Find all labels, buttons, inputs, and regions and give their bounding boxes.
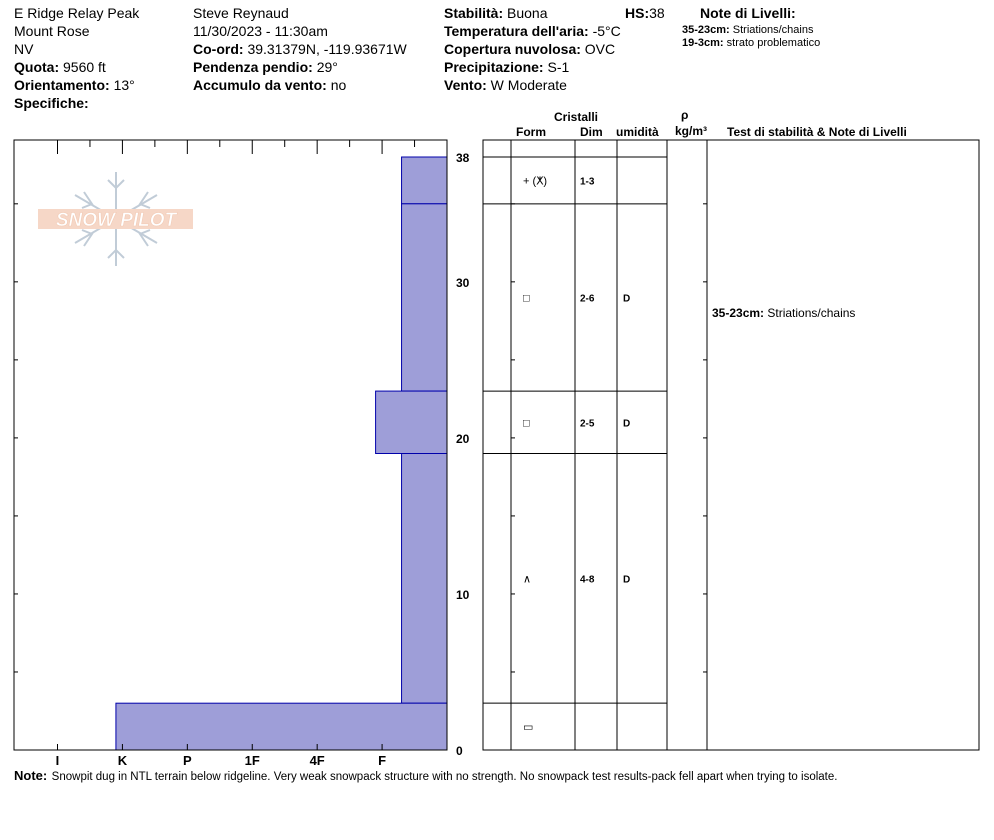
hs-value: 38 — [649, 5, 665, 21]
snowpilot-logo — [38, 172, 193, 266]
hs-label: HS: — [625, 5, 650, 21]
footer-label: Note: — [14, 768, 48, 783]
coords-value: 39.31379N, -119.93671W — [247, 41, 407, 57]
grain-size: 4-8 — [580, 574, 595, 586]
moisture-value: D — [623, 418, 631, 430]
grain-form-symbol: □ — [523, 417, 530, 430]
slope-label: Pendenza pendio: — [193, 59, 313, 75]
hardness-bar — [402, 454, 447, 704]
hardness-bar — [116, 703, 447, 750]
hardness-bar — [402, 204, 447, 391]
grain-form-symbol: ∧ — [523, 573, 532, 586]
stability-value: Buona — [507, 5, 548, 21]
layer-table-frame — [483, 140, 979, 750]
height-tick-label: 30 — [456, 275, 470, 290]
grain-form-symbol: □ — [523, 292, 530, 305]
layer-table — [483, 140, 979, 750]
height-tick-label: 38 — [456, 151, 470, 165]
layer-annotation — [712, 306, 855, 320]
wind-loading-label: Accumulo da vento: — [193, 77, 327, 93]
aspect-label: Orientamento: — [14, 77, 110, 93]
hardness-tick-label: I — [55, 753, 60, 768]
coords-label: Co-ord: — [193, 41, 244, 57]
sky-label: Copertura nuvolosa: — [444, 41, 581, 57]
crystals-header: Cristalli — [554, 110, 599, 124]
datetime: 11/30/2023 - 11:30am — [193, 23, 328, 39]
aspect-value: 13° — [113, 77, 135, 93]
form-header: Form — [516, 125, 546, 139]
wind-loading-value: no — [330, 77, 347, 93]
logo-text: SNOW PILOT — [55, 210, 177, 231]
rho-header: ρ — [681, 108, 689, 122]
moisture-value: D — [623, 574, 631, 586]
slope-value: 29° — [316, 59, 338, 75]
annotation-range: 35-23cm: — [712, 306, 768, 321]
hardness-bars — [116, 157, 447, 750]
mountain-range: Mount Rose — [14, 23, 90, 39]
height-tick-label: 0 — [456, 744, 463, 758]
hardness-tick-label: P — [182, 753, 192, 768]
hardness-bar — [376, 391, 447, 453]
elevation-value: 9560 ft — [63, 59, 106, 75]
height-tick-label: 10 — [456, 587, 470, 602]
air-temp-value: -5°C — [592, 23, 621, 39]
footer-note — [14, 767, 837, 785]
precip-value: S-1 — [547, 59, 570, 75]
layer-note-range: 35-23cm: — [682, 24, 730, 36]
height-tick-label: 20 — [456, 431, 470, 446]
state: NV — [14, 41, 34, 57]
moisture-header: umidità — [616, 125, 659, 139]
hardness-tick-label: F — [378, 753, 387, 768]
grain-form-symbol: ▭ — [523, 721, 534, 734]
precip-label: Precipitazione: — [444, 59, 544, 75]
layer-notes-title: Note di Livelli: — [700, 5, 796, 21]
density-unit-header: kg/m³ — [675, 124, 708, 138]
annotation-text: Striations/chains — [767, 306, 856, 321]
location-name: E Ridge Relay Peak — [14, 5, 140, 21]
layer-note-text: strato problematico — [726, 37, 821, 49]
wind-value: W Moderate — [490, 77, 567, 93]
layer-note-range: 19-3cm: — [682, 37, 724, 49]
grain-size: 1-3 — [580, 176, 595, 188]
grain-size: 2-6 — [580, 293, 595, 305]
elevation-label: Quota: — [14, 59, 60, 75]
moisture-value: D — [623, 293, 631, 305]
observer: Steve Reynaud — [193, 5, 289, 21]
layer-note-text: Striations/chains — [732, 24, 814, 36]
sky-value: OVC — [584, 41, 616, 57]
hardness-tick-label: 1F — [244, 753, 260, 768]
hardness-tick-label: K — [117, 753, 128, 768]
specifics-label: Specifiche: — [14, 95, 89, 111]
dim-header: Dim — [580, 125, 603, 139]
hardness-bar — [402, 157, 447, 204]
stability-label: Stabilità: — [444, 5, 504, 21]
grain-form-symbol: + (ⵅ) — [523, 175, 548, 188]
hardness-tick-label: 4F — [309, 753, 325, 768]
wind-label: Vento: — [444, 77, 487, 93]
grain-size: 2-5 — [580, 418, 595, 430]
footer-text: Snowpit dug in NTL terrain below ridgeline. Very weak snowpack structure with no strength. No snowpack test results-pack fell apart when trying to isolate. — [51, 771, 838, 783]
air-temp-label: Temperatura dell'aria: — [444, 23, 589, 39]
tests-header: Test di stabilità & Note di Livelli — [727, 125, 907, 139]
